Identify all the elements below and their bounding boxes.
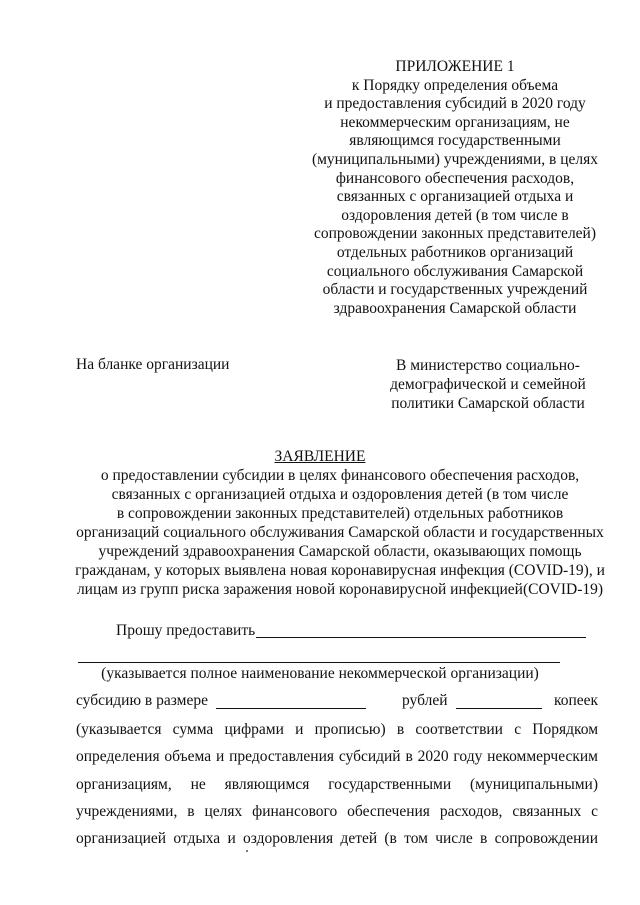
scan-speck (246, 850, 248, 852)
appendix-line: социального обслуживания Самарской (326, 262, 584, 280)
appendix-line: (муниципальными) учреждениями, в целях (311, 150, 599, 168)
addressee-line: политики Самарской области (391, 395, 585, 412)
organization-name-hint: (указывается полное наименование некоммерческой организации) (101, 665, 539, 682)
appendix-line: отдельных работников организаций (336, 243, 574, 261)
body-line: организацией отдыха и оздоровления детей (в том числе в сопровождении (76, 830, 598, 848)
body-line: определения объема и предоставления субсидий в 2020 году некоммерческим (76, 748, 598, 766)
statement-title: ЗАЯВЛЕНИЕ (274, 448, 366, 465)
appendix-line: к Порядку определения объема (351, 76, 559, 94)
appendix-line: финансового обеспечения расходов, (335, 169, 575, 187)
appendix-line: области и государственных учреждений (322, 281, 588, 299)
appendix-line: связанных с организацией отдыха и (336, 188, 574, 206)
body-paragraph (76, 716, 598, 852)
body-line: организациям, не являющимся государственными (муниципальными) (76, 775, 598, 793)
rubles-label: рублей (402, 692, 448, 709)
appendix-line: и предоставления субсидий в 2020 году (324, 95, 586, 113)
body-line: учреждениями, в целях финансового обеспечения расходов, связанных с (76, 802, 598, 820)
appendix-line: некоммерческим организациям, не (340, 113, 570, 131)
appendix-line: сопровождении законных представителей) (313, 225, 597, 243)
kopecks-label: копеек (554, 692, 599, 709)
statement-subtitle (60, 466, 620, 599)
subsidy-label: субсидию в размере (76, 692, 208, 709)
rubles-field[interactable] (216, 708, 366, 709)
appendix-title: ПРИЛОЖЕНИЕ 1 (395, 58, 515, 75)
appendix-block (300, 58, 610, 318)
appendix-line: оздоровления детей (в том числе в (341, 206, 569, 224)
statement-line: организаций социального обслуживания Самарской области и государственных (76, 524, 604, 541)
statement-line: о предоставлении субсидии в целях финансового обеспечения расходов, (100, 467, 580, 484)
statement-line: в сопровождении законных представителей) отдельных работников (116, 505, 564, 522)
addressee-block (388, 356, 588, 413)
request-label: Прошу предоставить (116, 622, 256, 639)
organization-name-field-continued[interactable] (78, 662, 560, 663)
statement-line: лицам из групп риска заражения новой коронавирусной инфекцией(COVID-19) (76, 581, 604, 598)
appendix-line: здравоохранения Самарской области (333, 299, 577, 317)
statement-line: гражданам, у которых выявлена новая коронавирусная инфекция (COVID-19), и (75, 562, 605, 579)
addressee-line: В министерство социально- (396, 357, 580, 374)
letterhead-note: На бланке организации (76, 356, 230, 373)
kopecks-field[interactable] (456, 708, 542, 709)
statement-line: связанных с организацией отдыха и оздоровления детей (в том числе (111, 486, 569, 503)
statement-line: учреждений здравоохранения Самарской области, оказывающих помощь (98, 543, 582, 560)
body-line: (указывается сумма цифрами и прописью) в соответствии с Порядком (76, 721, 598, 738)
organization-name-field[interactable] (256, 637, 586, 638)
addressee-line: демографической и семейной (390, 376, 586, 393)
appendix-line: являющимся государственными (349, 132, 561, 150)
amount-row (76, 692, 599, 714)
